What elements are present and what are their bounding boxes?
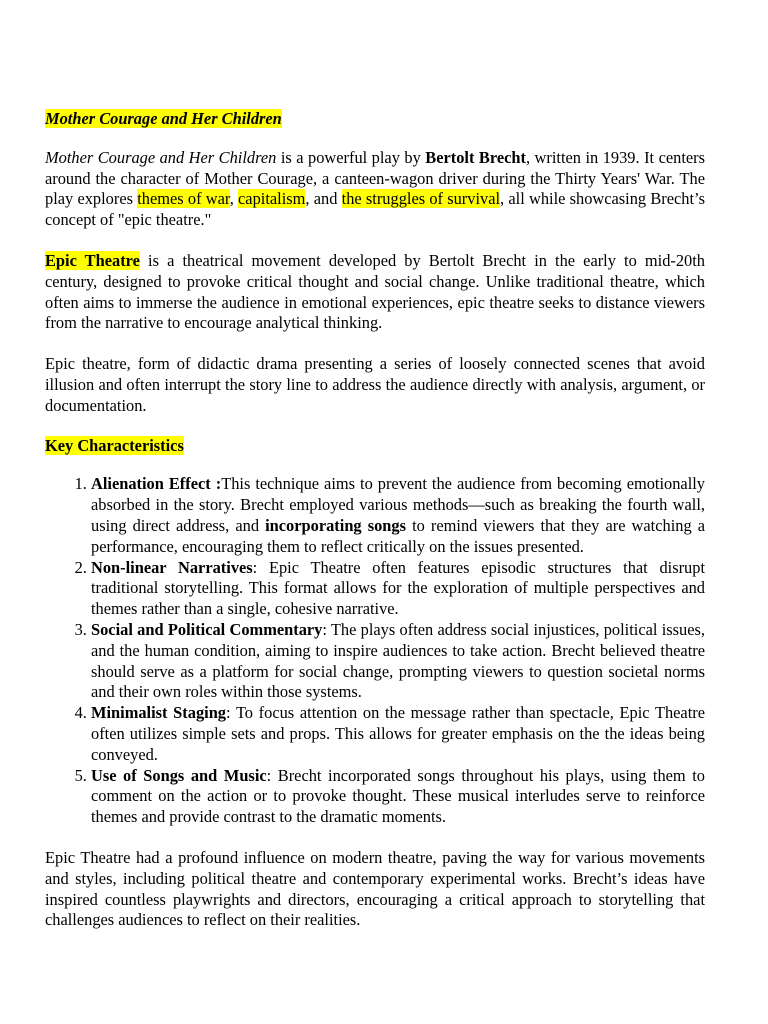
- intro-text-3: ,: [229, 189, 239, 209]
- author-name: Bertolt Brecht: [425, 147, 526, 167]
- intro-text-4: , and: [305, 189, 342, 209]
- list-item-label: Non-linear Narratives: [91, 557, 253, 577]
- conclusion-paragraph: Epic Theatre had a profound influence on modern theatre, paving the way for various movements and styles, including political theatre and contemporary experimental works. Brecht’s ideas have inspired countless playwrights and directors, encouraging a critical approach to storytelling that challenges audiences to reflect on their realities.: [45, 847, 705, 930]
- characteristics-list: [45, 474, 705, 828]
- list-item-label: Alienation Effect :: [91, 474, 222, 494]
- key-characteristics-label: Key Characteristics: [45, 435, 184, 455]
- list-item: [91, 474, 705, 557]
- definition-paragraph: Epic theatre, form of didactic drama presenting a series of loosely connected scenes that avoid illusion and often interrupt the story line to address the audience directly with analysis, argument, or documentation.: [45, 354, 705, 415]
- epic-theatre-text: is a theatrical movement developed by Bertolt Brecht in the early to mid-20th century, designed to provoke critical thought and social change. Unlike traditional theatre, which often aims to immerse the audience in emotional experiences, epic theatre seeks to distance viewers from the narrative to encourage analytical thinking.: [45, 250, 705, 333]
- list-item-label: Minimalist Staging: [91, 703, 226, 723]
- epic-theatre-paragraph: [45, 251, 705, 334]
- document-body: [45, 109, 705, 951]
- list-item: [91, 766, 705, 828]
- list-item-label: Use of Songs and Music: [91, 765, 267, 785]
- list-item-text: to remind viewers that they are watching a performance, encouraging them to reflect critically on the issues presented.: [91, 515, 705, 556]
- epic-theatre-term: Epic Theatre: [45, 250, 140, 270]
- play-title: Mother Courage and Her Children: [45, 147, 277, 167]
- list-item-text: : Brecht incorporated songs throughout his plays, using them to comment on the action or to provoke thought. These musical interludes serve to reinforce themes and provide contrast to the dramatic moments.: [91, 765, 705, 827]
- highlight-struggles-of-survival: the struggles of survival: [341, 189, 501, 209]
- intro-paragraph: [45, 148, 705, 231]
- intro-text-1: is a powerful play by: [276, 147, 426, 167]
- title-highlight: Mother Courage and Her Children: [45, 109, 282, 128]
- list-item-text: This technique aims to prevent the audience from becoming emotionally absorbed in the story. Brecht employed various methods—such as breaking the fourth wall, using direct address, and: [91, 474, 705, 535]
- list-item: [91, 703, 705, 765]
- intro-text-5: , all while showcasing Brecht’s concept of "epic theatre.": [45, 189, 705, 230]
- list-item-label: Social and Political Commentary: [91, 619, 323, 639]
- list-item-text: : The plays often address social injustices, political issues, and the human condition, aiming to inspire audiences to take action. Brecht believed theatre should serve as a platform for social change, prompting viewers to question societal norms and their own roles within those systems.: [91, 619, 705, 702]
- document-title: [45, 109, 705, 130]
- list-item-bold-phrase: incorporating songs: [265, 515, 406, 535]
- highlight-capitalism: capitalism: [238, 189, 306, 209]
- list-item-text: : Epic Theatre often features episodic structures that disrupt traditional storytelling. This format allows for the exploration of multiple perspectives and themes rather than a single, cohesive narrative.: [91, 557, 705, 619]
- list-item: [91, 620, 705, 703]
- key-characteristics-heading: [45, 436, 705, 457]
- intro-text-2: , written in 1939. It centers around the character of Mother Courage, a canteen-wagon driver during the Thirty Years' War. The play explores: [45, 147, 706, 209]
- list-item-text: : To focus attention on the message rather than spectacle, Epic Theatre often utilizes simple sets and props. This allows for greater emphasis on the the ideas being conveyed.: [91, 703, 705, 764]
- highlight-themes-of-war: themes of war: [137, 189, 230, 209]
- list-item: [91, 558, 705, 620]
